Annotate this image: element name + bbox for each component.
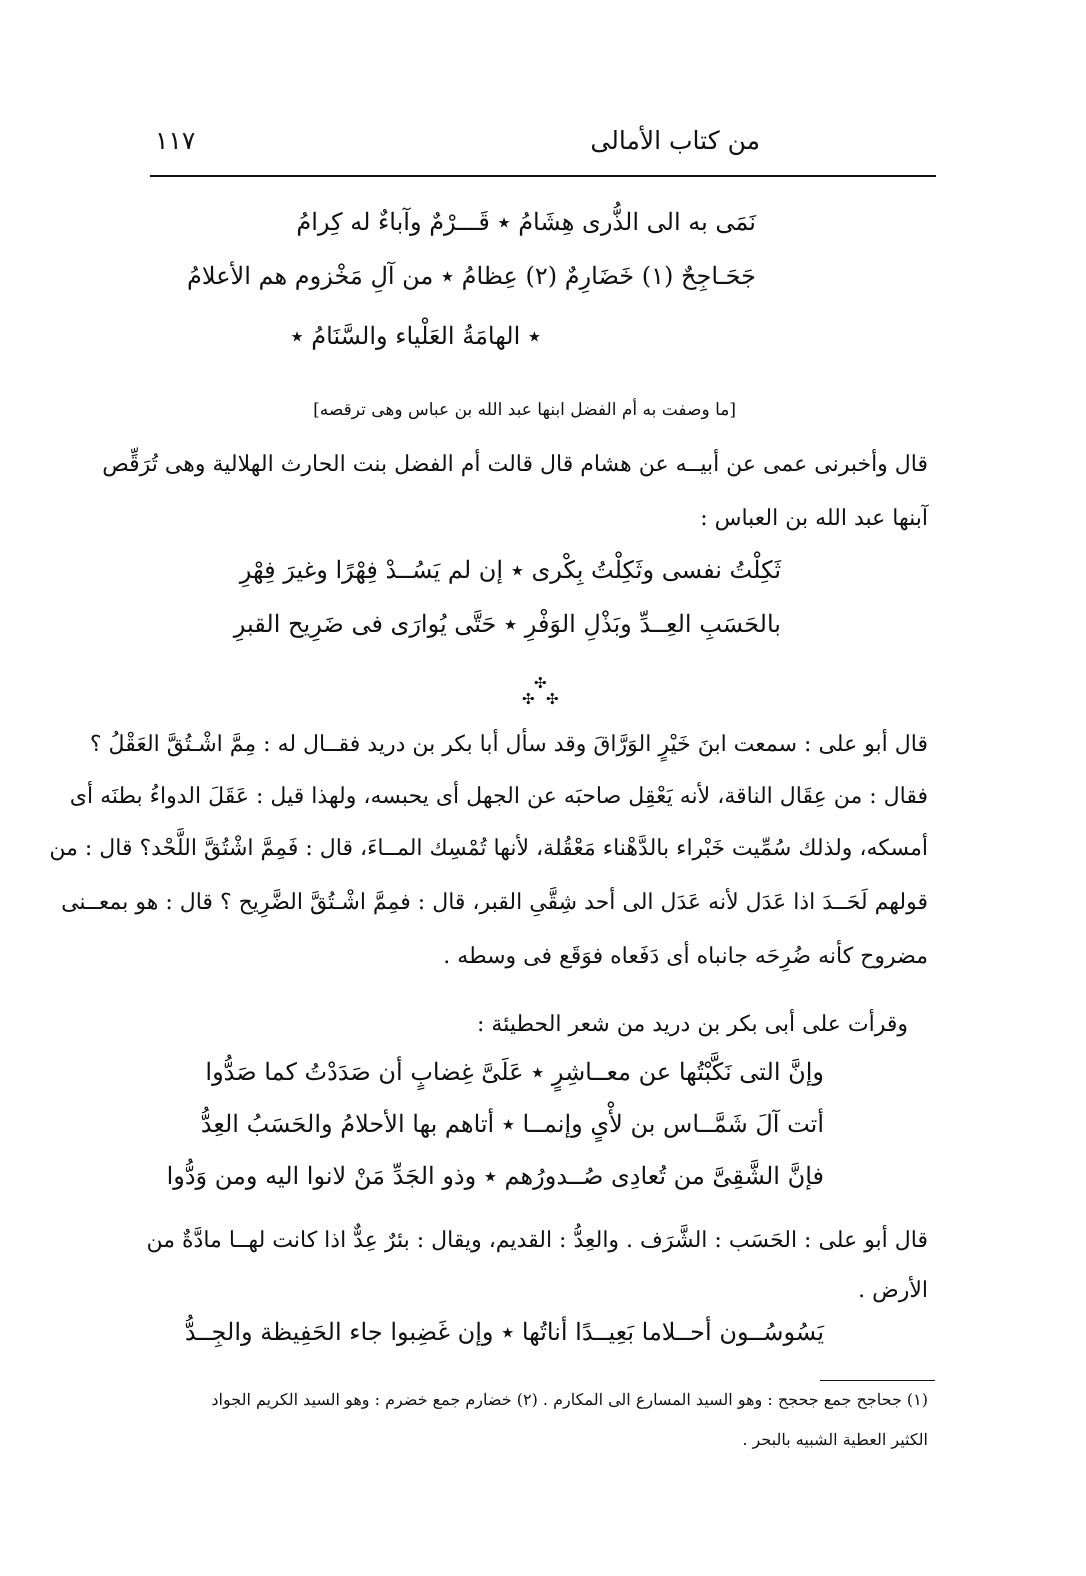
verse-line: أتت آلَ شَمَّــاس بن لأْىٍ وإنمــا ٭ أتاهم بها الأحلامُ والحَسَبُ العِدُّ — [200, 1110, 824, 1138]
verse-line: يَسُوسُــون أحــلاما بَعِيــدًا أناتُها ٭ وإن غَضِبوا جاء الحَفِيظة والجِــدُّ — [184, 1318, 824, 1346]
verse-line: فإنَّ الشَّقِىَّ من تُعادِى صُــدورُهم ٭ وذو الجَدِّ مَنْ لانوا اليه ومن وَدُّوا — [166, 1162, 824, 1190]
footnote-line: (١) جحاجح جمع جحجح : وهو السيد المسارع الى المكارم . (٢) خضارم جمع خضرم : وهو السيد الكريم الجواد — [211, 1390, 928, 1409]
verse-line: بالحَسَبِ العِــدِّ وبَذْلِ الوَفْرِ ٭ حَتَّى يُوارَى فى ضَرِيح القبرِ — [233, 610, 781, 638]
verse-line: ٭ الهامَةُ العَلْياء والسَّنَامُ ٭ — [290, 322, 541, 350]
footnote-line: الكثير العطية الشبيه بالبحر . — [742, 1430, 928, 1449]
paragraph-line: قال أبو على : الحَسَب : الشَّرَف . والعِدُّ : القديم، ويقال : بئرٌ عِدٌّ اذا كانت لهــا مادَّةٌ من — [146, 1228, 928, 1253]
verse-line: نَمَى به الى الذُّرى هِشَامُ ٭ قَـــرْمٌ وآباءٌ له كِرامُ — [296, 208, 756, 236]
section-caption: [ما وصفت به أم الفضل ابنها عبد الله بن عباس وهى ترقصه] — [313, 400, 736, 420]
paragraph-line: مضروح كأنه ضُرِحَه جانباه أى دَفَعاه فوَقَع فى وسطه . — [443, 944, 928, 969]
paragraph-line: فقال : من عِقَال الناقة، لأنه يَعْقِل صاحبَه عن الجهل أى يحبسه، ولهذا قيل : عَقَلَ الدواءُ بطنَه أى — [69, 784, 928, 809]
footnote-rule — [820, 1380, 935, 1381]
paragraph-line: وقرأت على أبى بكر بن دريد من شعر الحطيئة : — [477, 1012, 908, 1037]
asterism-icon: ✣ — [522, 690, 535, 708]
asterism-icon: ✣ — [534, 674, 547, 692]
paragraph-line: الأرض . — [858, 1278, 928, 1303]
header-rule — [150, 175, 936, 177]
page-number: ١١٧ — [155, 126, 196, 155]
paragraph-line: أمسكه، ولذلك سُمِّيت خَبْراء بالدَّهْناء مَعْقُلة، لأنها تُمْسِك المــاءَ، قال : فَمِمَّ اشْتُقَّ اللَّحْد؟ قال : من — [49, 836, 928, 861]
paragraph-line: قال وأخبرنى عمى عن أبيــه عن هشام قال قالت أم الفضل بنت الحارث الهلالية وهى تُرَقِّص — [102, 452, 928, 477]
verse-line: ثَكِلْتُ نفسى وثَكِلْتُ بِكْرى ٭ إن لم يَسُــدْ فِهْرًا وغيرَ فِهْرِ — [239, 556, 781, 584]
verse-line: جَحَـاجِحٌ (١) خَضَارِمٌ (٢) عِظامُ ٭ من آلِ مَخْزوم هم الأعلامُ — [187, 262, 756, 290]
paragraph-line: آبنها عبد الله بن العباس : — [700, 506, 928, 531]
running-header-title: من كتاب الأمالى — [590, 126, 760, 155]
asterism-icon: ✣ — [546, 690, 559, 708]
paragraph-line: قال أبو على : سمعت ابنَ خَيْرٍ الوَرَّاقَ وقد سأل أبا بكر بن دريد فقــال له : مِمَّ اشْـتُقَّ العَقْلُ ؟ — [89, 732, 928, 757]
verse-line: وإنَّ التى نَكَّبْتُها عن معــاشِرٍ ٭ عَلَىَّ غِضابٍ أن صَدَدْتُ كما صَدُّوا — [205, 1058, 824, 1086]
paragraph-line: قولهم لَحَــدَ اذا عَدَل لأنه عَدَل الى أحد شِقَّىِ القبر، قال : فمِمَّ اشْـتُقَّ الضَّرِيح ؟ قال : هو بمعــنى — [61, 890, 928, 915]
